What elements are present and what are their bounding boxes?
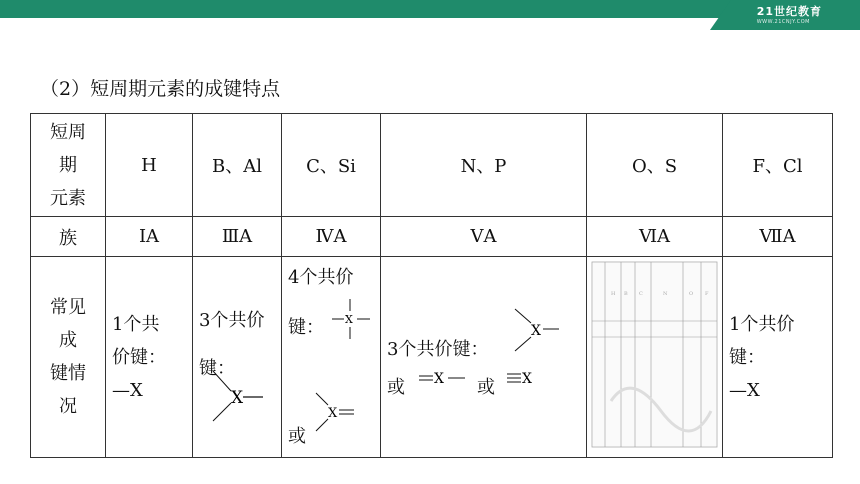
- tetrahedral-bond-diagram: [330, 297, 372, 341]
- element-cell: N、P: [381, 114, 587, 217]
- logo-subtext: WWW.21CNJY.COM: [756, 19, 810, 25]
- svg-text:B: B: [624, 291, 628, 297]
- svg-text:N: N: [663, 291, 668, 297]
- bonding-cell-f-cl: 1个共价 键： —X: [723, 257, 833, 458]
- group-cell: ⅠA: [106, 217, 193, 257]
- element-cell: B、Al: [193, 114, 282, 217]
- bonding-cell-b-al: 3个共价 键： X: [193, 257, 282, 458]
- svg-text:F: F: [705, 291, 709, 297]
- double-bond-diagram: [314, 391, 364, 435]
- table-row-groups: [31, 217, 833, 257]
- svg-text:X: X: [231, 388, 244, 408]
- svg-text:X: X: [434, 371, 444, 387]
- logo-text: 21世纪教育: [756, 5, 822, 18]
- group-cell: ⅤA: [381, 217, 587, 257]
- svg-text:O: O: [689, 291, 694, 297]
- svg-text:X: X: [328, 406, 338, 421]
- bonding-cell-o-s-thumbnail: [587, 257, 723, 458]
- element-cell: H: [106, 114, 193, 217]
- group-cell: ⅦA: [723, 217, 833, 257]
- svg-text:C: C: [639, 291, 643, 297]
- brand-logo: [757, 3, 822, 25]
- bonding-cell-c-si: 4个共价 键： X 或 X: [282, 257, 381, 458]
- row-label-group: 族: [31, 217, 106, 257]
- section-heading: （2）短周期元素的成键特点: [40, 78, 281, 100]
- svg-text:X: X: [522, 371, 532, 387]
- embedded-table-thumbnail: [591, 261, 718, 448]
- svg-text:H: H: [611, 291, 616, 297]
- pyramidal-bond-diagram: [513, 307, 573, 353]
- table-row-bonding: [31, 257, 833, 458]
- group-cell: ⅥA: [587, 217, 723, 257]
- trigonal-bond-diagram: [211, 369, 271, 425]
- svg-text:X: X: [531, 323, 541, 339]
- bonding-cell-n-p: 3个共价键： X 或 X 或 X: [381, 257, 587, 458]
- row-label-elements: 短周 期 元素: [31, 114, 106, 217]
- element-cell: O、S: [587, 114, 723, 217]
- group-cell: ⅢA: [193, 217, 282, 257]
- row-label-bonding: 常见 成 键情 况: [31, 257, 106, 458]
- element-cell: F、Cl: [723, 114, 833, 217]
- top-banner: [0, 0, 860, 25]
- svg-text:X: X: [345, 313, 353, 326]
- group-cell: ⅣA: [282, 217, 381, 257]
- bonding-cell-h: 1个共 价键： —X: [106, 257, 193, 458]
- table-row-elements: [31, 114, 833, 217]
- element-cell: C、Si: [282, 114, 381, 217]
- triple-bond-diagram: [505, 367, 545, 389]
- double-single-bond-diagram: [417, 367, 475, 389]
- bonding-table: [30, 113, 833, 458]
